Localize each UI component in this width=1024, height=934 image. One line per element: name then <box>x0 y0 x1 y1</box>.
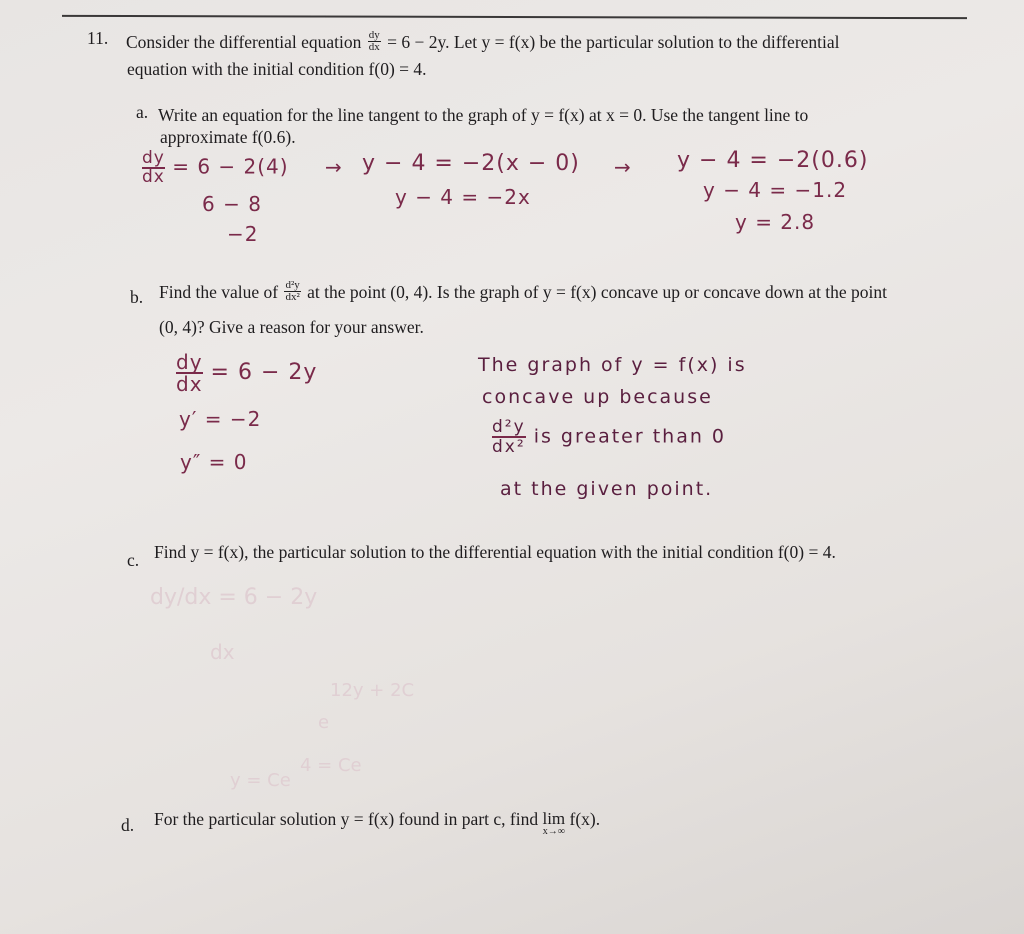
part-b-text-b: at the point (0, 4). Is the graph of y = f(x) concave up or concave down at the point <box>307 282 888 302</box>
hw-b-dy: dy <box>176 350 203 374</box>
hw-b-reason3: is greater than 0 <box>533 425 727 448</box>
hw-b-reason4: at the given point. <box>500 478 714 500</box>
frac-num: dy <box>368 29 380 42</box>
erased-work: 12y + 2C <box>330 680 415 701</box>
part-d-text-b: f(x). <box>569 809 601 830</box>
part-a-label: a. <box>136 102 149 122</box>
hw-a-arrow1: → <box>325 155 343 179</box>
hw-a-dydx-fraction <box>142 150 165 186</box>
hw-b-reason1: The graph of y = f(x) is <box>478 354 747 376</box>
hw-b-dx: dx <box>176 372 203 396</box>
part-d-text <box>154 808 601 837</box>
hw-b-eq1: = 6 − 2y <box>210 360 318 385</box>
hw-a-approx3: y = 2.8 <box>735 210 816 234</box>
hw-a-arrow2: → <box>614 155 632 179</box>
hw-a-dydx <box>142 150 289 186</box>
hw-a-approx2: y − 4 = −1.2 <box>703 178 848 202</box>
hw-a-step1: = 6 − 2(4) <box>172 154 289 179</box>
erased-work: dx <box>210 640 235 664</box>
hw-b-d2y-dx2-fraction <box>492 418 526 456</box>
erased-work: y = Ce <box>230 770 291 791</box>
problem-number: 11. <box>87 28 109 48</box>
hw-b-d2y: d²y <box>492 417 526 437</box>
top-rule <box>62 15 967 19</box>
hw-a-tangent1: y − 4 = −2(x − 0) <box>362 151 580 176</box>
erased-work: 4 = Ce <box>300 755 362 776</box>
problem-statement-line2: equation with the initial condition f(0) = 4. <box>127 59 427 79</box>
part-a-line2: approximate f(0.6). <box>160 127 296 147</box>
lim-word: lim <box>542 809 566 828</box>
part-b-text-a: Find the value of <box>159 282 279 302</box>
part-d-text-a: For the particular solution y = f(x) found in part c, find <box>154 809 539 830</box>
part-c-text: Find y = f(x), the particular solution to the differential equation with the initial condition f(0) = 4. <box>154 542 836 562</box>
frac-den: dx <box>368 41 380 54</box>
hw-b-dydx-fraction <box>176 352 203 394</box>
dy-dx-fraction <box>368 30 381 53</box>
intro-text-a: Consider the differential equation <box>126 32 362 52</box>
hw-b-eq3: y″ = 0 <box>180 450 248 474</box>
hw-a-step2: 6 − 8 <box>202 192 262 216</box>
hw-b-reason3-row <box>492 418 726 456</box>
hw-a-tangent2: y − 4 = −2x <box>395 185 531 209</box>
erased-work: dy/dx = 6 − 2y <box>150 585 318 610</box>
part-b-line1 <box>159 281 887 305</box>
d2y-dx2-fraction <box>284 280 300 303</box>
hw-a-dx: dx <box>142 167 165 187</box>
frac-den: dx² <box>285 291 300 304</box>
hw-b-eq2: y′ = −2 <box>179 407 262 431</box>
limit-operator <box>542 809 566 838</box>
part-b-line2: (0, 4)? Give a reason for your answer. <box>159 317 424 337</box>
hw-b-dx2: dx² <box>492 437 526 457</box>
hw-a-step3: −2 <box>227 222 259 246</box>
part-c-label: c. <box>127 550 140 570</box>
part-b-label: b. <box>130 287 144 307</box>
frac-num: d²y <box>285 279 300 292</box>
erased-work: e <box>318 712 330 733</box>
part-d-label: d. <box>121 815 135 835</box>
lim-subscript: x→∞ <box>542 826 565 837</box>
intro-text-b: = 6 − 2y. Let y = f(x) be the particular solution to the differential <box>387 32 840 52</box>
hw-b-dydx <box>176 352 317 394</box>
hw-a-approx1: y − 4 = −2(0.6) <box>677 148 869 173</box>
problem-statement-line1 <box>126 31 840 55</box>
hw-a-dy: dy <box>142 148 165 168</box>
hw-b-reason2: concave up because <box>482 386 713 408</box>
part-a-line1: Write an equation for the line tangent to the graph of y = f(x) at x = 0. Use the tangent line to <box>158 105 809 125</box>
